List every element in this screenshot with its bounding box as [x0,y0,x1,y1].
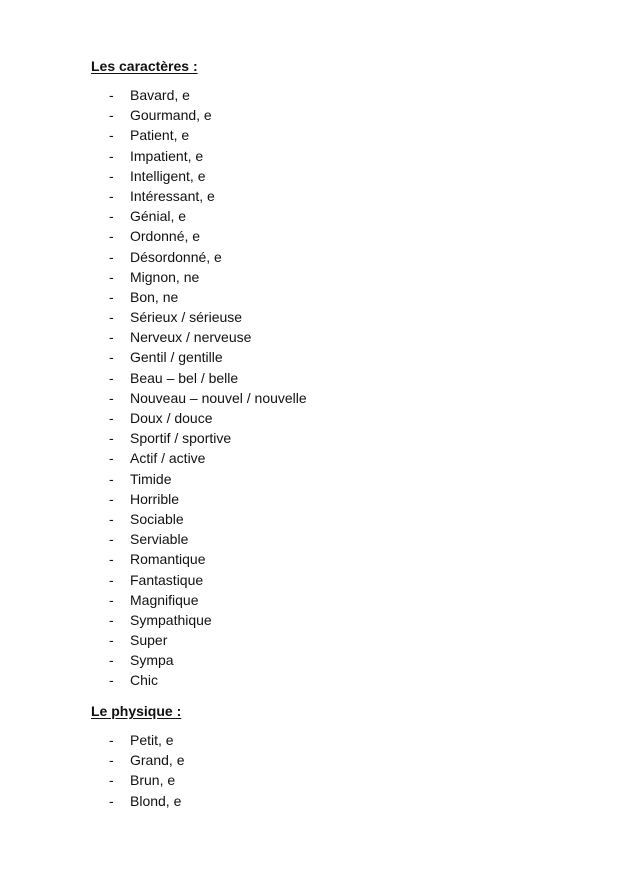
bullet-dash: - [109,591,114,608]
bullet-dash: - [109,470,114,487]
list-item-text: Nouveau – nouvel / nouvelle [130,389,307,406]
list-item-text: Patient, e [130,127,190,144]
bullet-dash: - [109,531,114,548]
list-item [0,489,640,509]
list-item-text: Ordonné, e [130,228,201,245]
list-item [0,549,640,569]
list-item-text: Super [130,632,168,649]
bullet-dash: - [109,652,114,669]
list-item-text: Génial, e [130,208,187,225]
section-heading-physique: Le physique : [91,703,182,719]
list-item-text: Brun, e [130,772,176,789]
bullet-dash: - [109,410,114,426]
list-item-text: Horrible [130,490,180,507]
list-item [0,570,640,590]
list-item [0,85,640,105]
list-item-text: Nerveux / nerveuse [130,329,252,346]
bullet-dash: - [109,571,114,588]
list-item-text: Bon, ne [130,288,179,305]
bullet-dash: - [109,228,114,245]
list-item [0,750,640,770]
list-item-text: Intéressant, e [130,187,215,204]
list-item [0,206,640,226]
list-item-text: Intelligent, e [130,167,206,184]
list-item-text: Chic [130,672,159,689]
list-item [0,670,640,690]
list-item [0,247,640,267]
list-item [0,630,640,650]
list-item [0,730,640,750]
list-item [0,347,640,367]
list-item-text: Gourmand, e [130,107,212,124]
bullet-dash: - [109,490,114,507]
physique-list [0,730,640,811]
list-item [0,791,640,811]
list-item [0,267,640,287]
list-item [0,509,640,529]
bullet-dash: - [109,349,114,366]
bullet-dash: - [109,309,114,326]
list-item-text: Petit, e [130,732,174,748]
list-item [0,590,640,610]
list-item [0,226,640,246]
bullet-dash: - [109,369,114,386]
bullet-dash: - [109,107,114,124]
list-item-text: Actif / active [130,450,206,467]
bullet-dash: - [109,732,114,748]
list-item-text: Mignon, ne [130,268,200,285]
section-heading-caracteres: Les caractères : [91,58,198,74]
list-item-text: Grand, e [130,752,185,769]
list-item [0,287,640,307]
caracteres-list [0,85,640,691]
bullet-dash: - [109,127,114,144]
list-item-text: Impatient, e [130,147,204,164]
bullet-dash: - [109,551,114,568]
list-item [0,146,640,166]
list-item [0,368,640,388]
list-item-text: Sympathique [130,611,212,628]
bullet-dash: - [109,450,114,467]
list-item-text: Romantique [130,551,206,568]
list-item [0,105,640,125]
list-item [0,327,640,347]
list-item [0,186,640,206]
list-item [0,428,640,448]
bullet-dash: - [109,329,114,346]
bullet-dash: - [109,389,114,406]
list-item [0,448,640,468]
bullet-dash: - [109,792,114,809]
bullet-dash: - [109,167,114,184]
bullet-dash: - [109,248,114,265]
list-item [0,610,640,630]
bullet-dash: - [109,611,114,628]
bullet-dash: - [109,268,114,285]
list-item [0,388,640,408]
bullet-dash: - [109,288,114,305]
list-item [0,650,640,670]
bullet-dash: - [109,672,114,689]
list-item-text: Serviable [130,531,189,548]
list-item [0,529,640,549]
list-item-text: Bavard, e [130,87,190,103]
bullet-dash: - [109,147,114,164]
list-item-text: Sociable [130,510,184,527]
list-item-text: Gentil / gentille [130,349,223,366]
list-item-text: Sympa [130,652,174,669]
list-item [0,166,640,186]
bullet-dash: - [109,187,114,204]
list-item [0,469,640,489]
bullet-dash: - [109,772,114,789]
bullet-dash: - [109,510,114,527]
list-item-text: Désordonné, e [130,248,222,265]
bullet-dash: - [109,430,114,447]
list-item-text: Doux / douce [130,410,213,426]
bullet-dash: - [109,632,114,649]
list-item [0,770,640,790]
list-item-text: Timide [130,470,172,487]
bullet-dash: - [109,208,114,225]
list-item-text: Blond, e [130,792,182,809]
list-item-text: Sportif / sportive [130,430,232,447]
list-item [0,408,640,428]
bullet-dash: - [109,87,114,103]
list-item [0,307,640,327]
list-item [0,125,640,145]
list-item-text: Fantastique [130,571,204,588]
list-item-text: Beau – bel / belle [130,369,239,386]
bullet-dash: - [109,752,114,769]
list-item-text: Magnifique [130,591,199,608]
list-item-text: Sérieux / sérieuse [130,309,243,326]
